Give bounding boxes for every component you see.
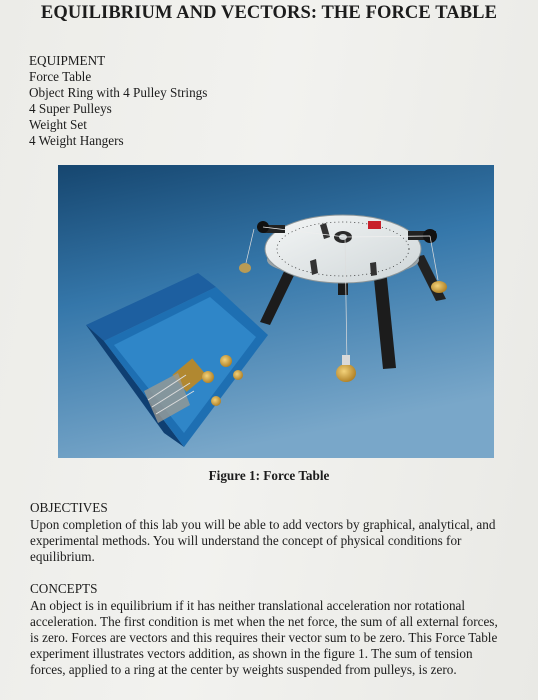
- equipment-item: 4 Super Pulleys: [29, 101, 112, 116]
- equipment-item: Force Table: [29, 69, 92, 84]
- page-title: EQUILIBRIUM AND VECTORS: THE FORCE TABLE: [40, 3, 498, 23]
- objectives-line: Upon completion of this lab you will be able to add vectors by graphical, analytical, and: [30, 517, 496, 532]
- concepts-line: forces, applied to a ring at the center by weights suspended from pulleys, is zero.: [30, 662, 457, 677]
- equipment-item: 4 Weight Hangers: [29, 133, 124, 148]
- concepts-line: acceleration. The first condition is met when the net force, the sum of all external forces,: [30, 614, 498, 629]
- force-table-photo: [58, 165, 494, 458]
- concepts-section: [30, 581, 530, 678]
- equipment-section: [29, 53, 207, 149]
- equipment-item: Object Ring with 4 Pulley Strings: [29, 85, 208, 100]
- objectives-heading: OBJECTIVES: [30, 500, 108, 515]
- concepts-line: experiment illustrates vectors addition, as shown in the figure 1. The sum of tension: [30, 646, 473, 661]
- figure-caption: Figure 1: Force Table: [208, 468, 330, 483]
- force-table-illustration: [58, 165, 494, 458]
- equipment-item: Weight Set: [29, 117, 87, 132]
- concepts-heading: CONCEPTS: [30, 581, 98, 596]
- objectives-line: experimental methods. You will understand the concept of physical conditions for: [30, 533, 462, 548]
- concepts-line: is zero. Forces are vectors and this requires their vector sum to be zero. This Force Table: [30, 630, 498, 645]
- objectives-section: [30, 500, 530, 565]
- concepts-line: An object is in equilibrium if it has neither translational acceleration nor rotational: [30, 598, 466, 613]
- objectives-line: equilibrium.: [30, 549, 95, 564]
- equipment-heading: EQUIPMENT: [29, 53, 106, 68]
